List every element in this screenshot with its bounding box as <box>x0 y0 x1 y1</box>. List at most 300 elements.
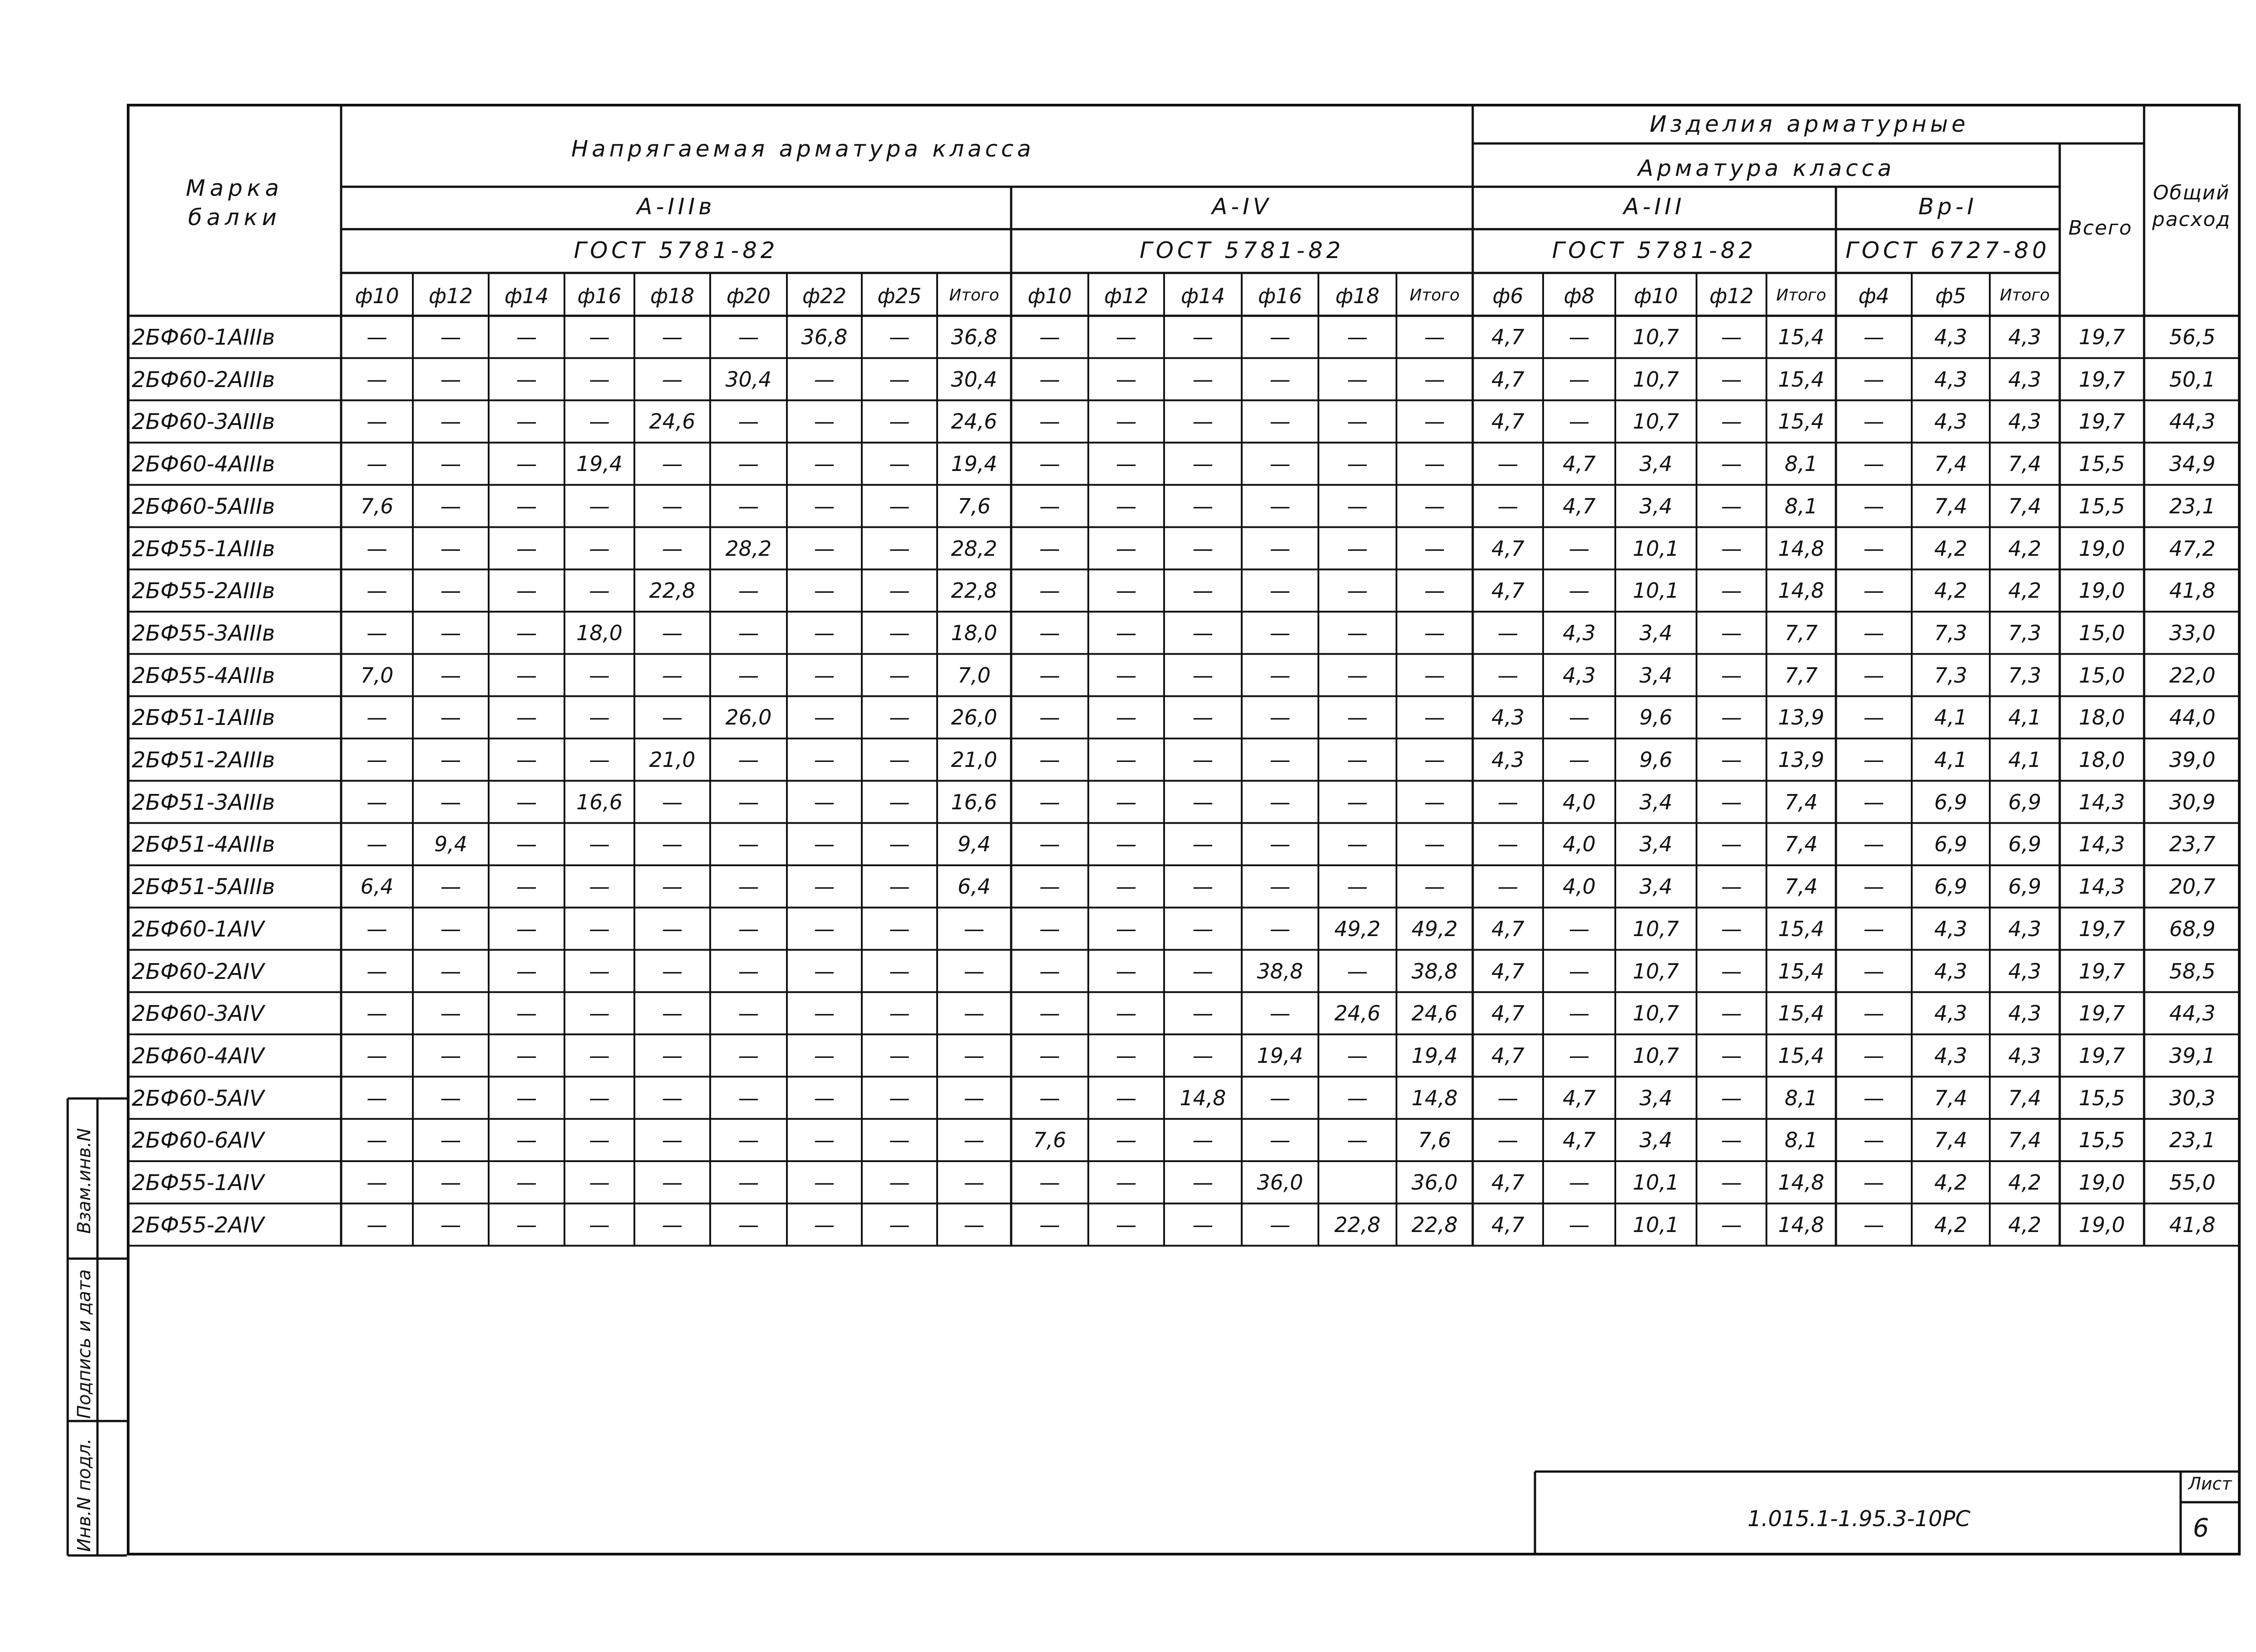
table-cell: 10,1 <box>1632 1212 1679 1237</box>
table-cell: — <box>1721 959 1742 983</box>
table-cell: 4,7 <box>1491 409 1525 434</box>
table-cell: — <box>1039 1170 1060 1195</box>
table-cell: 9,6 <box>1639 705 1673 730</box>
table-cell: 30,9 <box>2169 789 2216 814</box>
table-cell: — <box>1270 452 1290 476</box>
table-cell: — <box>814 1085 835 1110</box>
table-cell: — <box>1863 874 1884 899</box>
table-cell: — <box>814 620 835 645</box>
sheet-label: Лист <box>2188 1474 2232 1494</box>
table-cell: — <box>662 1128 683 1153</box>
table-cell: — <box>1193 663 1213 688</box>
table-cell: — <box>1347 620 1368 645</box>
table-cell: — <box>516 1001 537 1026</box>
table-cell: — <box>1498 789 1518 814</box>
table-cell: — <box>1347 959 1368 983</box>
table-cell: 10,7 <box>1632 916 1679 941</box>
diameter-col-header: ф5 <box>1935 284 1966 308</box>
table-cell: — <box>1424 874 1445 899</box>
table-cell: — <box>516 452 537 476</box>
diameter-col-header: Итого <box>2000 286 2050 305</box>
beam-mark: 2БФ55-2AIV <box>132 1212 264 1238</box>
table-cell: — <box>1116 325 1137 349</box>
table-cell: — <box>1569 1170 1590 1195</box>
table-cell: — <box>662 1170 683 1195</box>
beam-mark: 2БФ55-3AIIIв <box>132 620 275 646</box>
table-cell: — <box>440 959 461 983</box>
table-cell: — <box>1863 832 1884 857</box>
table-cell: 38,8 <box>1257 959 1304 983</box>
table-cell: — <box>1347 409 1368 434</box>
table-cell: — <box>1347 536 1368 561</box>
table-cell: — <box>1116 367 1137 392</box>
beam-mark: 2БФ60-3AIV <box>132 1001 264 1027</box>
table-cell: 7,0 <box>360 663 394 688</box>
table-cell: — <box>1116 1043 1137 1068</box>
table-cell: 15,4 <box>1778 916 1825 941</box>
table-cell: 6,9 <box>1934 789 1968 814</box>
table-cell: 6,4 <box>360 874 394 899</box>
table-cell: 19,0 <box>2079 536 2125 561</box>
table-cell: 19,0 <box>2079 1212 2125 1237</box>
table-cell: — <box>964 1128 985 1153</box>
table-cell: — <box>1721 874 1742 899</box>
table-cell: — <box>1116 1170 1137 1195</box>
table-cell: — <box>1193 536 1213 561</box>
table-cell: 14,8 <box>1179 1085 1226 1110</box>
table-cell: 14,3 <box>2079 832 2125 857</box>
table-cell: — <box>1270 1001 1290 1026</box>
table-cell: 30,4 <box>725 367 772 392</box>
table-cell: — <box>1270 578 1290 603</box>
table-cell: — <box>1347 325 1368 349</box>
table-cell: — <box>1424 367 1445 392</box>
table-cell: 19,0 <box>2079 1170 2125 1195</box>
table-cell: — <box>738 874 759 899</box>
table-cell: — <box>964 1043 985 1068</box>
table-cell: 7,3 <box>2008 663 2042 688</box>
table-cell: 6,9 <box>2008 832 2042 857</box>
table-cell: 4,7 <box>1563 1128 1596 1153</box>
table-cell: — <box>964 1001 985 1026</box>
table-cell: — <box>1347 578 1368 603</box>
table-cell: — <box>1424 663 1445 688</box>
table-cell: — <box>1116 536 1137 561</box>
table-cell: — <box>662 536 683 561</box>
table-cell: — <box>1039 1043 1060 1068</box>
table-cell: 10,1 <box>1632 536 1679 561</box>
table-cell: — <box>1424 452 1445 476</box>
table-cell: — <box>1721 494 1742 518</box>
table-cell: — <box>1721 1043 1742 1068</box>
table-cell: 47,2 <box>2169 536 2216 561</box>
table-cell: 39,0 <box>2169 748 2216 772</box>
table-cell: — <box>1424 620 1445 645</box>
table-cell: — <box>366 367 388 392</box>
table-cell: — <box>516 663 537 688</box>
table-cell: — <box>1039 874 1060 899</box>
table-cell: 7,6 <box>957 494 991 518</box>
table-cell: — <box>366 578 388 603</box>
beam-mark: 2БФ60-5AIV <box>132 1085 264 1111</box>
beam-mark: 2БФ60-3AIIIв <box>132 409 275 435</box>
table-cell: 26,0 <box>951 705 998 730</box>
table-cell: 7,4 <box>2008 1085 2042 1110</box>
table-cell: — <box>589 1043 610 1068</box>
table-cell: — <box>1116 959 1137 983</box>
table-cell: — <box>366 1085 388 1110</box>
table-cell: — <box>1193 789 1213 814</box>
table-cell: — <box>1347 1043 1368 1068</box>
table-cell: — <box>589 705 610 730</box>
table-cell: — <box>889 663 910 688</box>
table-cell: 3,4 <box>1639 874 1673 899</box>
table-cell: 15,4 <box>1778 959 1825 983</box>
table-cell: 10,7 <box>1632 367 1679 392</box>
table-cell: — <box>516 874 537 899</box>
table-cell: 4,0 <box>1563 789 1596 814</box>
table-cell: — <box>1116 832 1137 857</box>
table-cell: 4,7 <box>1491 1212 1525 1237</box>
table-cell: 22,8 <box>1411 1212 1458 1237</box>
table-cell: — <box>589 1085 610 1110</box>
table-cell: — <box>516 916 537 941</box>
table-cell: — <box>964 959 985 983</box>
table-cell: — <box>1863 494 1884 518</box>
table-cell: — <box>1569 1001 1590 1026</box>
table-cell: — <box>738 748 759 772</box>
table-cell: — <box>814 916 835 941</box>
table-cell: — <box>1116 705 1137 730</box>
table-cell: — <box>889 367 910 392</box>
table-cell: 4,3 <box>1934 1043 1968 1068</box>
table-cell: 14,3 <box>2079 789 2125 814</box>
table-cell: 41,8 <box>2169 1212 2216 1237</box>
table-cell: 9,6 <box>1639 748 1673 772</box>
side-label-replace-inv: Взам.инв.N <box>74 1128 95 1234</box>
table-cell: — <box>662 1001 683 1026</box>
table-cell: 4,3 <box>2008 959 2042 983</box>
table-cell: 23,1 <box>2169 1128 2216 1153</box>
table-cell: — <box>516 536 537 561</box>
diameter-col-header: ф16 <box>577 284 622 308</box>
table-cell: 23,7 <box>2169 832 2216 857</box>
table-cell: 19,7 <box>2079 1001 2125 1026</box>
table-cell: — <box>1863 536 1884 561</box>
table-cell: — <box>1498 874 1518 899</box>
table-cell: 7,4 <box>1784 832 1818 857</box>
table-cell: — <box>1347 452 1368 476</box>
table-cell: 19,7 <box>2079 409 2125 434</box>
table-cell: — <box>738 1085 759 1110</box>
table-cell: — <box>366 620 388 645</box>
table-cell: 10,7 <box>1632 1043 1679 1068</box>
table-cell: — <box>738 1043 759 1068</box>
table-cell: — <box>1193 832 1213 857</box>
table-cell: — <box>662 367 683 392</box>
table-cell: — <box>1569 959 1590 983</box>
table-cell: — <box>1039 367 1060 392</box>
table-cell: — <box>662 452 683 476</box>
table-cell: — <box>814 409 835 434</box>
table-cell: 7,3 <box>1934 620 1968 645</box>
table-cell: 4,2 <box>2008 578 2042 603</box>
table-cell: — <box>814 494 835 518</box>
table-cell: — <box>440 748 461 772</box>
table-cell: 36,8 <box>951 325 998 349</box>
table-cell: 4,7 <box>1491 1001 1525 1026</box>
table-cell: — <box>1863 1085 1884 1110</box>
table-cell: — <box>889 748 910 772</box>
table-cell: — <box>589 832 610 857</box>
table-cell: — <box>814 536 835 561</box>
table-cell: 14,3 <box>2079 874 2125 899</box>
table-cell: — <box>1721 916 1742 941</box>
table-cell: 18,0 <box>951 620 998 645</box>
table-cell: 6,9 <box>1934 874 1968 899</box>
table-cell: — <box>1193 916 1213 941</box>
table-cell: 9,4 <box>434 832 467 857</box>
table-cell: 21,0 <box>649 748 696 772</box>
table-cell: 4,2 <box>2008 1170 2042 1195</box>
table-cell: 4,2 <box>1934 1212 1968 1237</box>
table-cell: 19,0 <box>2079 578 2125 603</box>
table-cell: 13,9 <box>1778 705 1825 730</box>
diameter-col-header: ф4 <box>1858 284 1890 308</box>
table-cell: — <box>889 1085 910 1110</box>
table-cell: — <box>889 874 910 899</box>
table-cell: 18,0 <box>2079 705 2125 730</box>
table-cell: — <box>738 832 759 857</box>
table-cell: 7,7 <box>1784 663 1818 688</box>
table-cell: — <box>1193 325 1213 349</box>
table-cell: 4,3 <box>1934 916 1968 941</box>
table-cell: 4,0 <box>1563 832 1596 857</box>
table-cell: 4,1 <box>2008 705 2042 730</box>
rebar-class-heading: Арматура класса <box>1638 155 1895 181</box>
items-heading: Изделия арматурные <box>1650 111 1969 137</box>
table-cell: — <box>1569 748 1590 772</box>
beam-mark: 2БФ51-1AIIIв <box>132 705 275 731</box>
table-cell: 19,4 <box>951 452 998 476</box>
diameter-col-header: ф10 <box>1027 284 1072 308</box>
table-cell: 10,7 <box>1632 409 1679 434</box>
table-cell: — <box>440 536 461 561</box>
class-vr1: Вр-I <box>1918 194 1978 220</box>
table-cell: — <box>1721 1170 1742 1195</box>
table-cell: 4,7 <box>1563 452 1596 476</box>
table-cell: — <box>889 1001 910 1026</box>
table-cell: — <box>889 325 910 349</box>
table-cell: 58,5 <box>2169 959 2216 983</box>
diameter-col-header: ф10 <box>1634 284 1678 308</box>
table-cell: 15,4 <box>1778 325 1825 349</box>
table-cell: — <box>1347 663 1368 688</box>
table-cell: — <box>1116 748 1137 772</box>
table-cell: — <box>1270 663 1290 688</box>
table-cell: 24,6 <box>951 409 998 434</box>
beam-mark: 2БФ55-1AIIIв <box>132 536 275 562</box>
table-cell: 4,2 <box>2008 536 2042 561</box>
table-cell: 56,5 <box>2169 325 2216 349</box>
table-cell: — <box>738 916 759 941</box>
beam-mark: 2БФ51-4AIIIв <box>132 832 275 858</box>
table-cell: 4,3 <box>2008 1043 2042 1068</box>
table-cell: — <box>1039 325 1060 349</box>
table-cell: — <box>889 1170 910 1195</box>
table-cell: — <box>440 620 461 645</box>
table-cell: — <box>1721 1212 1742 1237</box>
table-cell: 4,3 <box>1491 705 1525 730</box>
table-cell: 7,3 <box>1934 663 1968 688</box>
table-cell: — <box>366 1170 388 1195</box>
table-cell: — <box>1721 789 1742 814</box>
table-cell: — <box>889 1212 910 1237</box>
table-cell: — <box>1498 494 1518 518</box>
table-cell: — <box>516 367 537 392</box>
table-cell: 4,7 <box>1491 536 1525 561</box>
table-cell: 4,7 <box>1491 1170 1525 1195</box>
table-cell: 14,8 <box>1411 1085 1458 1110</box>
table-cell: — <box>1116 1212 1137 1237</box>
table-cell: — <box>738 325 759 349</box>
table-cell: 4,1 <box>2008 748 2042 772</box>
table-cell: — <box>366 832 388 857</box>
table-cell: 4,2 <box>1934 578 1968 603</box>
table-cell: 50,1 <box>2169 367 2216 392</box>
table-cell: 26,0 <box>725 705 772 730</box>
table-cell: — <box>1193 1170 1213 1195</box>
table-cell: — <box>440 325 461 349</box>
table-cell: — <box>1424 789 1445 814</box>
table-cell: — <box>1569 1043 1590 1068</box>
table-cell: — <box>1039 916 1060 941</box>
table-cell: 4,1 <box>1934 748 1968 772</box>
beam-mark: 2БФ60-4AIIIв <box>132 452 275 477</box>
table-cell: — <box>1721 325 1742 349</box>
gost-a3: ГОСТ 5781-82 <box>1552 237 1757 263</box>
table-cell: — <box>1498 663 1518 688</box>
table-cell: — <box>662 789 683 814</box>
table-cell: 15,4 <box>1778 409 1825 434</box>
table-cell: — <box>1039 832 1060 857</box>
table-cell: — <box>516 325 537 349</box>
table-cell: 4,3 <box>2008 367 2042 392</box>
table-cell: — <box>1721 748 1742 772</box>
table-cell: — <box>1569 367 1590 392</box>
table-cell: — <box>814 578 835 603</box>
beam-mark: 2БФ60-2AIV <box>132 959 264 984</box>
table-cell: — <box>440 494 461 518</box>
table-cell: — <box>440 1043 461 1068</box>
table-cell: — <box>440 409 461 434</box>
table-cell: 8,1 <box>1784 452 1818 476</box>
table-cell: — <box>1270 748 1290 772</box>
table-cell: — <box>738 1212 759 1237</box>
table-cell: 15,4 <box>1778 1043 1825 1068</box>
side-label-sign-date: Подпись и дата <box>74 1269 95 1419</box>
table-cell: — <box>1863 578 1884 603</box>
table-cell: — <box>516 1170 537 1195</box>
table-cell: 21,0 <box>951 748 998 772</box>
table-cell: — <box>1270 1212 1290 1237</box>
table-cell: — <box>738 494 759 518</box>
table-cell: 14,8 <box>1778 1170 1825 1195</box>
table-cell: — <box>814 832 835 857</box>
table-cell: — <box>1116 789 1137 814</box>
table-cell: — <box>1193 1043 1213 1068</box>
table-cell: — <box>589 578 610 603</box>
table-cell: — <box>1116 663 1137 688</box>
beam-mark-heading: Марка балки <box>185 175 284 231</box>
table-cell: — <box>738 1001 759 1026</box>
table-cell: 7,4 <box>1934 1085 1968 1110</box>
table-cell: — <box>1270 874 1290 899</box>
table-cell: — <box>1116 578 1137 603</box>
table-cell: 19,7 <box>2079 1043 2125 1068</box>
table-cell: — <box>1039 705 1060 730</box>
diameter-col-header: ф14 <box>1181 284 1225 308</box>
table-cell: 10,1 <box>1632 1170 1679 1195</box>
gost-vr1: ГОСТ 6727-80 <box>1845 237 2050 263</box>
beam-mark: 2БФ60-4AIV <box>132 1043 264 1069</box>
table-cell: — <box>1270 325 1290 349</box>
table-cell: 24,6 <box>649 409 696 434</box>
table-cell: — <box>1721 1085 1742 1110</box>
table-cell: 4,3 <box>1934 367 1968 392</box>
table-cell: 4,7 <box>1491 367 1525 392</box>
table-cell: — <box>1498 1128 1518 1153</box>
table-cell: 7,4 <box>2008 1128 2042 1153</box>
diameter-col-header: ф12 <box>429 284 473 308</box>
table-cell: — <box>1498 832 1518 857</box>
table-cell: — <box>440 916 461 941</box>
table-cell: 28,2 <box>951 536 998 561</box>
table-cell: — <box>889 620 910 645</box>
table-cell: 4,2 <box>1934 536 1968 561</box>
table-cell: — <box>589 367 610 392</box>
table-cell: — <box>1721 452 1742 476</box>
table-cell: 4,2 <box>2008 1212 2042 1237</box>
table-cell: — <box>662 1085 683 1110</box>
table-cell: — <box>1569 409 1590 434</box>
beam-mark: 2БФ51-2AIIIв <box>132 748 275 773</box>
table-cell: — <box>1039 748 1060 772</box>
beam-mark: 2БФ60-2AIIIв <box>132 367 275 392</box>
table-cell: — <box>1193 1212 1213 1237</box>
table-cell: — <box>1347 494 1368 518</box>
class-a3v: A-IIIв <box>637 194 716 220</box>
table-cell: — <box>814 1001 835 1026</box>
table-cell: — <box>1347 367 1368 392</box>
table-cell: — <box>964 1170 985 1195</box>
table-cell: — <box>516 620 537 645</box>
table-cell: — <box>1193 748 1213 772</box>
table-cell: — <box>964 1085 985 1110</box>
table-cell: 7,4 <box>1934 452 1968 476</box>
table-cell: — <box>662 832 683 857</box>
table-cell: — <box>516 959 537 983</box>
table-cell: — <box>589 874 610 899</box>
table-cell: — <box>814 452 835 476</box>
table-cell: — <box>1270 789 1290 814</box>
table-cell: — <box>1721 1001 1742 1026</box>
table-cell: — <box>889 578 910 603</box>
table-cell: 4,3 <box>2008 409 2042 434</box>
gost-a4: ГОСТ 5781-82 <box>1139 237 1345 263</box>
table-cell: — <box>662 705 683 730</box>
table-cell: 19,4 <box>576 452 623 476</box>
